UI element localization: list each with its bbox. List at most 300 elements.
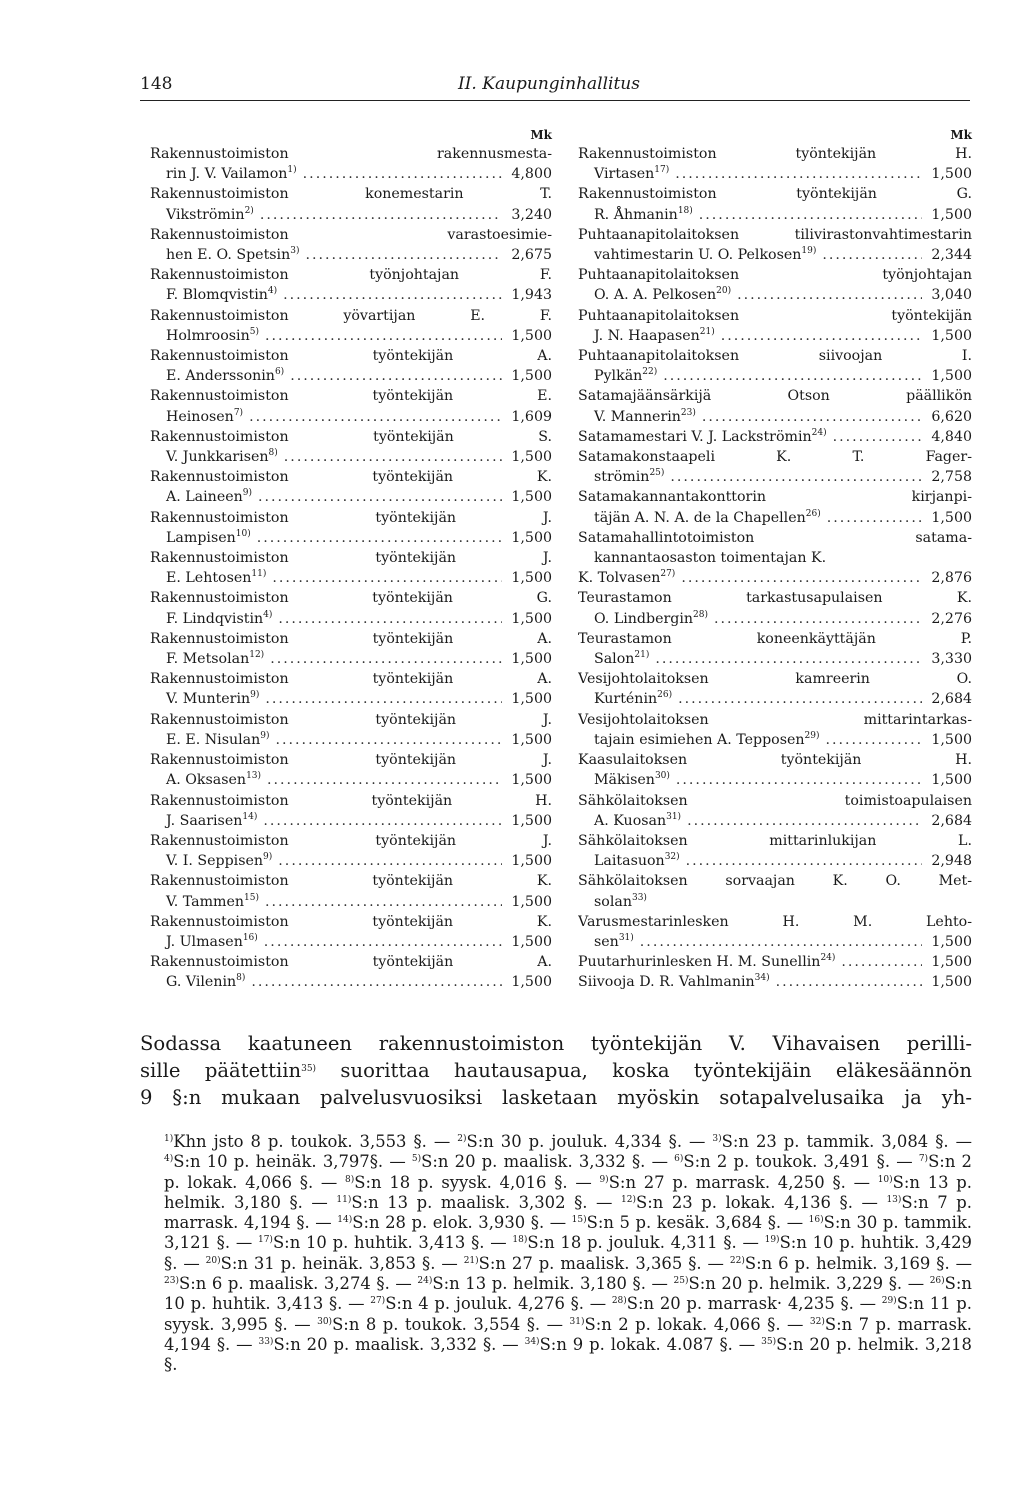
footnote-text: S:n 18 p. jouluk. 4,311 §. — <box>527 1233 759 1253</box>
ledger-entry <box>578 629 972 669</box>
entry-list <box>578 144 972 993</box>
footnote-number: 17) <box>257 1235 273 1246</box>
dot-leader <box>655 649 922 669</box>
entry-line <box>578 427 972 447</box>
dot-leader <box>675 164 922 184</box>
ledger-entry <box>578 831 972 871</box>
footnote-text: S:n 6 p. helmik. 3,169 §. — <box>744 1253 973 1273</box>
entry-name-text: Pylkän <box>594 368 643 385</box>
dot-leader <box>699 205 922 225</box>
entry-amount: 2,344 <box>931 247 972 264</box>
entry-line <box>578 811 972 831</box>
entry-line <box>150 285 552 305</box>
footnote-number: 16) <box>808 1215 824 1226</box>
entry-name <box>150 487 252 507</box>
footnote-text: S:n 11 p. syysk. 3,995 §. — <box>164 1294 972 1334</box>
footnote-number: 35) <box>761 1336 777 1347</box>
entry-amount: 1,500 <box>511 570 552 587</box>
entry-name <box>578 427 827 447</box>
footnote-ref: 21) <box>634 650 650 661</box>
entry-name <box>578 245 816 265</box>
entry-name <box>150 649 264 669</box>
footnote-ref: 3) <box>290 246 300 257</box>
entry-amount: 1,500 <box>511 449 552 466</box>
entry-line: Varusmestarinlesken H. M. Lehto- <box>578 913 972 930</box>
entry-amount: 1,500 <box>511 610 552 627</box>
dot-leader <box>249 407 502 427</box>
ledger-entry <box>578 306 972 346</box>
footnote-number: 7) <box>918 1154 929 1165</box>
entry-line <box>578 609 972 629</box>
header-rule <box>140 100 970 101</box>
entry-line: Satamakannantakonttorin kirjanpi- <box>578 489 972 506</box>
entry-amount: 1,500 <box>511 368 552 385</box>
entry-name-text: Siivooja D. R. Vahlmanin <box>578 974 755 991</box>
entry-name-text: vahtimestarin U. O. Pelkosen <box>594 247 802 264</box>
entry-name-text: strömin <box>594 469 650 486</box>
entry-line <box>578 407 972 427</box>
ledger-entry <box>150 831 552 871</box>
entry-name-text: V. Junkkarisen <box>166 449 269 466</box>
footnote-ref: 23) <box>680 407 696 418</box>
footnote-ref: 13) <box>246 771 262 782</box>
entry-line: Rakennustoimiston työntekijän E. <box>150 388 552 405</box>
footnote-ref: 25) <box>649 468 665 479</box>
entry-name <box>578 892 647 912</box>
ledger-entry <box>150 225 552 265</box>
entry-line: Rakennustoimiston työntekijän J. <box>150 752 552 769</box>
entry-name-text: E. Lehtosen <box>166 570 252 587</box>
dot-leader <box>265 892 502 912</box>
entry-name <box>150 407 243 427</box>
entry-name-text: hen E. O. Spetsin <box>166 247 291 264</box>
footnote-ref: 28) <box>693 609 708 620</box>
entry-line <box>150 205 552 225</box>
entry-amount: 3,240 <box>511 206 552 223</box>
ledger-entry <box>150 791 552 831</box>
dot-leader <box>276 730 502 750</box>
entry-line: Rakennustoimiston työntekijän A. <box>150 348 552 365</box>
left-column <box>150 128 552 993</box>
entry-name <box>578 508 821 528</box>
footnote-ref: 9) <box>260 730 270 741</box>
footnote-ref: 24) <box>811 427 827 438</box>
dot-leader <box>721 326 922 346</box>
entry-line <box>150 326 552 346</box>
dot-leader <box>681 568 922 588</box>
footnote-number: 33) <box>258 1336 274 1347</box>
dot-leader <box>260 205 502 225</box>
entry-name <box>150 932 258 952</box>
ledger-entry <box>578 447 972 487</box>
entry-line <box>578 730 972 750</box>
ledger-entry <box>578 386 972 426</box>
footnote-ref: 4) <box>263 609 273 620</box>
entry-name <box>150 164 297 184</box>
entry-amount: 1,500 <box>931 327 972 344</box>
entry-line: Rakennustoimiston työntekijän A. <box>150 671 552 688</box>
footnote-ref: 24) <box>820 953 836 964</box>
entry-amount: 1,500 <box>511 691 552 708</box>
dot-leader <box>737 285 922 305</box>
entry-line <box>150 528 552 548</box>
entry-name-text: E. Anderssonin <box>166 368 275 385</box>
entry-name-text: täjän A. N. A. de la Chapellen <box>594 509 806 526</box>
entry-amount: 1,500 <box>511 974 552 991</box>
footnote-ref: 19) <box>801 246 817 257</box>
footnote-text: S:n 20 p. marrask· 4,235 §. — <box>626 1294 876 1314</box>
entry-name-text: F. Metsolan <box>166 651 250 668</box>
entry-name-text: G. Vilenin <box>166 974 237 991</box>
footnote-number: 20) <box>205 1255 221 1266</box>
entry-line <box>578 649 972 669</box>
dot-leader <box>284 447 502 467</box>
entry-name <box>150 528 251 548</box>
footnote-text: S:n 23 p. lokak. 4,136 §. — <box>635 1192 878 1212</box>
entry-line <box>578 770 972 790</box>
footnote-number: 23) <box>164 1276 179 1287</box>
dot-leader <box>678 689 922 709</box>
ledger-entry <box>150 184 552 224</box>
entry-name-text: V. I. Seppisen <box>166 853 264 870</box>
footnote-text: S:n 10 p. huhtik. 3,429 §. — <box>164 1233 972 1273</box>
entry-amount: 1,500 <box>511 812 552 829</box>
ledger-entry <box>578 791 972 831</box>
footnote-text: S:n 23 p. tammik. 3,084 §. — <box>721 1132 972 1151</box>
footnote-number: 10) <box>877 1174 893 1185</box>
footnote-number: 13) <box>886 1194 902 1205</box>
entry-line <box>150 407 552 427</box>
currency-label: Mk <box>530 128 552 142</box>
entry-line: Satamahallintotoimiston satama- <box>578 529 972 546</box>
entry-line: Rakennustoimiston yövartijan E. F. <box>150 307 552 324</box>
entry-name <box>578 285 731 305</box>
entry-line: Rakennustoimiston konemestarin T. <box>150 186 552 203</box>
footnote-ref: 27) <box>660 569 676 580</box>
footnote-ref: 32) <box>664 852 680 863</box>
ledger-entry <box>578 427 972 447</box>
entry-line: Rakennustoimiston työntekijän H. <box>150 792 552 809</box>
ledger-entry <box>578 588 972 628</box>
footnote-ref: 21) <box>699 326 715 337</box>
ledger-entry <box>150 871 552 911</box>
footnote-ref: 29) <box>804 730 820 741</box>
footnote-number: 18) <box>512 1235 528 1246</box>
entry-name <box>150 811 257 831</box>
footnote-number: 26) <box>929 1276 945 1287</box>
dot-leader <box>263 811 502 831</box>
entry-name <box>150 972 245 992</box>
entry-name-text: Lampisen <box>166 529 236 546</box>
entry-amount: 1,500 <box>931 166 972 183</box>
entry-line <box>578 205 972 225</box>
entry-amount: 1,500 <box>931 772 972 789</box>
entry-amount: 1,500 <box>511 489 552 506</box>
entry-name <box>578 609 708 629</box>
entry-line: Puhtaanapitolaitoksen työnjohtajan <box>578 267 972 284</box>
footnote-ref: 30) <box>654 771 670 782</box>
entry-name <box>150 892 259 912</box>
entry-name-text: R. Åhmanin <box>594 206 678 223</box>
entry-line <box>578 467 972 487</box>
dot-leader <box>305 245 502 265</box>
footnote-ref: 31) <box>666 811 682 822</box>
entry-line <box>150 366 552 386</box>
footnote-number: 1) <box>164 1134 174 1144</box>
entry-line: Vesijohtolaitoksen kamreerin O. <box>578 671 972 688</box>
entry-line: Rakennustoimiston työntekijän A. <box>150 630 552 647</box>
entry-line: Rakennustoimiston työntekijän J. <box>150 509 552 526</box>
ledger-entry <box>150 386 552 426</box>
entry-line <box>578 326 972 346</box>
footnote-ref: 35) <box>301 1064 317 1074</box>
ledger-entry <box>578 750 972 790</box>
entry-name <box>578 972 770 992</box>
entry-amount: 1,609 <box>511 408 552 425</box>
entry-name <box>150 609 272 629</box>
body-line: 9 §:n mukaan palvelusvuosiksi lasketaan myöskin sotapalvelusaika ja yh- <box>140 1086 972 1109</box>
entry-name <box>578 326 715 346</box>
running-title: II. Kaupunginhallitus <box>458 74 640 94</box>
entry-name <box>578 730 820 750</box>
entry-name-text: Mäkisen <box>594 772 655 789</box>
entry-name <box>150 770 261 790</box>
entry-name-text: Laitasuon <box>594 853 665 870</box>
dot-leader <box>640 932 922 952</box>
footnote-number: 19) <box>764 1235 780 1246</box>
entry-name <box>578 932 634 952</box>
page-number: 148 <box>140 74 173 94</box>
footnote-ref: 10) <box>235 528 251 539</box>
dot-leader <box>676 770 922 790</box>
footnote-text: S:n 2 p. lokak. 4,066 §. — <box>584 1314 804 1334</box>
entry-line <box>578 892 972 912</box>
entry-name-text: O. Lindbergin <box>594 610 694 627</box>
currency-label: Mk <box>950 128 972 142</box>
ledger-entry <box>150 306 552 346</box>
footnote-number: 4) <box>164 1154 174 1165</box>
dot-leader <box>303 164 502 184</box>
footnote-ref: 5) <box>249 326 259 337</box>
entry-line: Kaasulaitoksen työntekijän H. <box>578 752 972 769</box>
ledger-entry <box>150 467 552 507</box>
footnote-ref: 22) <box>642 367 658 378</box>
footnote-number: 27) <box>370 1296 386 1307</box>
entry-name <box>578 205 693 225</box>
footnote-ref: 20) <box>716 286 732 297</box>
entry-amount: 1,500 <box>931 954 972 971</box>
entry-amount: 4,800 <box>511 166 552 183</box>
dot-leader <box>833 427 922 447</box>
body-line: Sodassa kaatuneen rakennustoimiston työntekijän V. Vihavaisen perilli- <box>140 1032 972 1055</box>
ledger-entry <box>150 912 552 952</box>
footnote-ref: 8) <box>268 448 278 459</box>
footnote-text: S:n 20 p. maalisk. 3,332 §. — <box>421 1152 668 1172</box>
entry-line <box>150 447 552 467</box>
dot-leader <box>264 932 502 952</box>
dot-leader <box>822 245 922 265</box>
footnote-text: S:n 13 p. helmik. 3,180 §. — <box>432 1274 668 1294</box>
entry-line <box>150 811 552 831</box>
ledger-entry <box>578 265 972 305</box>
entry-line: Rakennustoimiston työntekijän G. <box>150 590 552 607</box>
entry-line: Rakennustoimiston työntekijän G. <box>578 186 972 203</box>
entry-name-text: A. Kuosan <box>594 812 667 829</box>
entry-line <box>150 609 552 629</box>
footnote-text: S:n 20 p. maalisk. 3,332 §. — <box>273 1334 519 1354</box>
footnote-ref: 17) <box>654 165 670 176</box>
entry-amount: 1,500 <box>511 933 552 950</box>
dot-leader <box>841 952 922 972</box>
entry-name-text: K. Tolvasen <box>578 570 661 587</box>
footnote-text: S:n 13 p. helmik. 3,180 §. — <box>164 1172 972 1212</box>
entry-amount: 2,684 <box>931 812 972 829</box>
footnote-text: S:n 5 p. kesäk. 3,684 §. — <box>586 1213 804 1233</box>
entry-amount: 1,500 <box>511 529 552 546</box>
ledger-entry <box>578 669 972 709</box>
footnote-text: S:n 2 p. lokak. 4,066 §. — <box>164 1152 972 1192</box>
entry-line <box>150 487 552 507</box>
entry-name <box>578 548 826 568</box>
footnote-text: S:n 10 p. heinäk. 3,797§. — <box>173 1152 406 1172</box>
entry-amount: 2,876 <box>931 570 972 587</box>
entry-name <box>150 568 266 588</box>
entry-line: Vesijohtolaitoksen mittarintarkas- <box>578 711 972 728</box>
dot-leader <box>272 568 502 588</box>
footnote-ref: 33) <box>631 892 647 903</box>
entry-line: Teurastamon tarkastusapulaisen K. <box>578 590 972 607</box>
entry-amount: 1,500 <box>511 772 552 789</box>
page-header <box>140 70 970 102</box>
entry-name-text: J. N. Haapasen <box>594 327 700 344</box>
entry-name <box>578 770 670 790</box>
ledger-entry <box>150 669 552 709</box>
entry-line <box>578 689 972 709</box>
footnote-ref: 16) <box>242 932 258 943</box>
entry-name <box>578 649 649 669</box>
footnote-number: 28) <box>611 1296 627 1307</box>
footnote-ref: 34) <box>754 973 770 984</box>
entry-amount: 1,943 <box>511 287 552 304</box>
entry-line: Sähkölaitoksen toimistoapulaisen <box>578 792 972 809</box>
entry-line: Rakennustoimiston varastoesimie- <box>150 226 552 243</box>
ledger-entry <box>578 952 972 972</box>
entry-name <box>150 851 272 871</box>
entry-name-text: solan <box>594 893 632 910</box>
footnote-number: 34) <box>524 1336 540 1347</box>
ledger-entry <box>150 265 552 305</box>
dot-leader <box>258 487 502 507</box>
entry-name-text: O. A. A. Pelkosen <box>594 287 717 304</box>
entry-amount: 1,500 <box>511 731 552 748</box>
dot-leader <box>278 609 502 629</box>
footnote-number: 24) <box>417 1276 433 1287</box>
entry-line <box>578 972 972 992</box>
footnote-text: Khn jsto 8 p. toukok. 3,553 §. — <box>173 1132 451 1151</box>
entry-name <box>578 467 664 487</box>
entry-line <box>150 164 552 184</box>
entry-name-text: tajain esimiehen A. Tepposen <box>594 731 805 748</box>
entry-line <box>150 245 552 265</box>
ledger-entry <box>578 710 972 750</box>
entry-line: Rakennustoimiston työntekijän H. <box>578 146 972 162</box>
entry-line <box>150 649 552 669</box>
footnote-number: 2) <box>457 1134 467 1144</box>
footnote-ref: 7) <box>233 407 244 418</box>
entry-line: Rakennustoimiston työntekijän K. <box>150 873 552 890</box>
footnote-text: S:n 27 p. marrask. 4,250 §. — <box>608 1172 870 1192</box>
entry-name-text: F. Lindqvistin <box>166 610 264 627</box>
entry-line <box>150 689 552 709</box>
entry-name-text: V. Munterin <box>166 691 251 708</box>
entry-amount: 3,040 <box>931 287 972 304</box>
entry-amount: 6,620 <box>931 408 972 425</box>
footnote-number: 5) <box>411 1154 422 1165</box>
dot-leader <box>663 366 922 386</box>
dot-leader <box>670 467 922 487</box>
entry-line: Rakennustoimiston työntekijän K. <box>150 913 552 930</box>
footnote-number: 14) <box>337 1215 353 1226</box>
ledger-entry <box>150 427 552 467</box>
entry-line <box>150 770 552 790</box>
entry-amount: 1,500 <box>931 206 972 223</box>
entry-name-text: Kurténin <box>594 691 658 708</box>
entry-name-text: V. Mannerin <box>594 408 681 425</box>
footnote-text: S:n 10 p. huhtik. 3,413 §. — <box>272 1233 507 1253</box>
dot-leader <box>714 609 922 629</box>
entry-name-text: F. Blomqvistin <box>166 287 268 304</box>
entry-amount: 1,500 <box>931 731 972 748</box>
entry-line <box>150 851 552 871</box>
entry-name <box>578 952 835 972</box>
entry-name <box>150 285 277 305</box>
entry-name <box>578 568 675 588</box>
footnote-ref: 14) <box>242 811 258 822</box>
entry-name-text: V. Tammen <box>166 893 245 910</box>
entry-name-text: J. Saarisen <box>166 812 243 829</box>
entry-name <box>578 164 669 184</box>
footnote-text: S:n 20 p. helmik. 3,218 §. <box>164 1334 972 1375</box>
entry-line: Rakennustoimiston työnjohtajan F. <box>150 267 552 284</box>
dot-leader <box>265 689 502 709</box>
footnote-text: S:n 9 p. lokak. 4.087 §. — <box>539 1334 756 1354</box>
ledger-entry <box>578 568 972 588</box>
entry-name <box>578 851 680 871</box>
footnote-number: 12) <box>621 1194 636 1205</box>
footnote-ref: 8) <box>236 973 246 984</box>
entry-line <box>150 892 552 912</box>
footnote-number: 15) <box>571 1215 587 1226</box>
dot-leader <box>290 366 502 386</box>
dot-leader <box>686 851 922 871</box>
entry-amount: 1,500 <box>931 974 972 991</box>
footnote-number: 9) <box>599 1174 609 1185</box>
entry-line: Rakennustoimiston työntekijän A. <box>150 954 552 971</box>
body-line <box>140 1057 972 1084</box>
entry-line <box>578 508 972 528</box>
entry-line <box>578 285 972 305</box>
footnote-number: 32) <box>809 1316 825 1327</box>
footnote-text: S:n 30 p. jouluk. 4,334 §. — <box>466 1132 706 1151</box>
ledger-entry <box>150 629 552 669</box>
ledger-entry <box>578 225 972 265</box>
entry-amount: 1,500 <box>931 933 972 950</box>
footnote-text: S:n 7 p. marrask. 4,194 §. — <box>164 1314 973 1354</box>
dot-leader <box>826 730 923 750</box>
entry-line: Rakennustoimiston työntekijän S. <box>150 428 552 445</box>
entry-amount: 2,948 <box>931 853 972 870</box>
footnote-text: S:n 13 p. maalisk. 3,302 §. — <box>351 1192 613 1212</box>
